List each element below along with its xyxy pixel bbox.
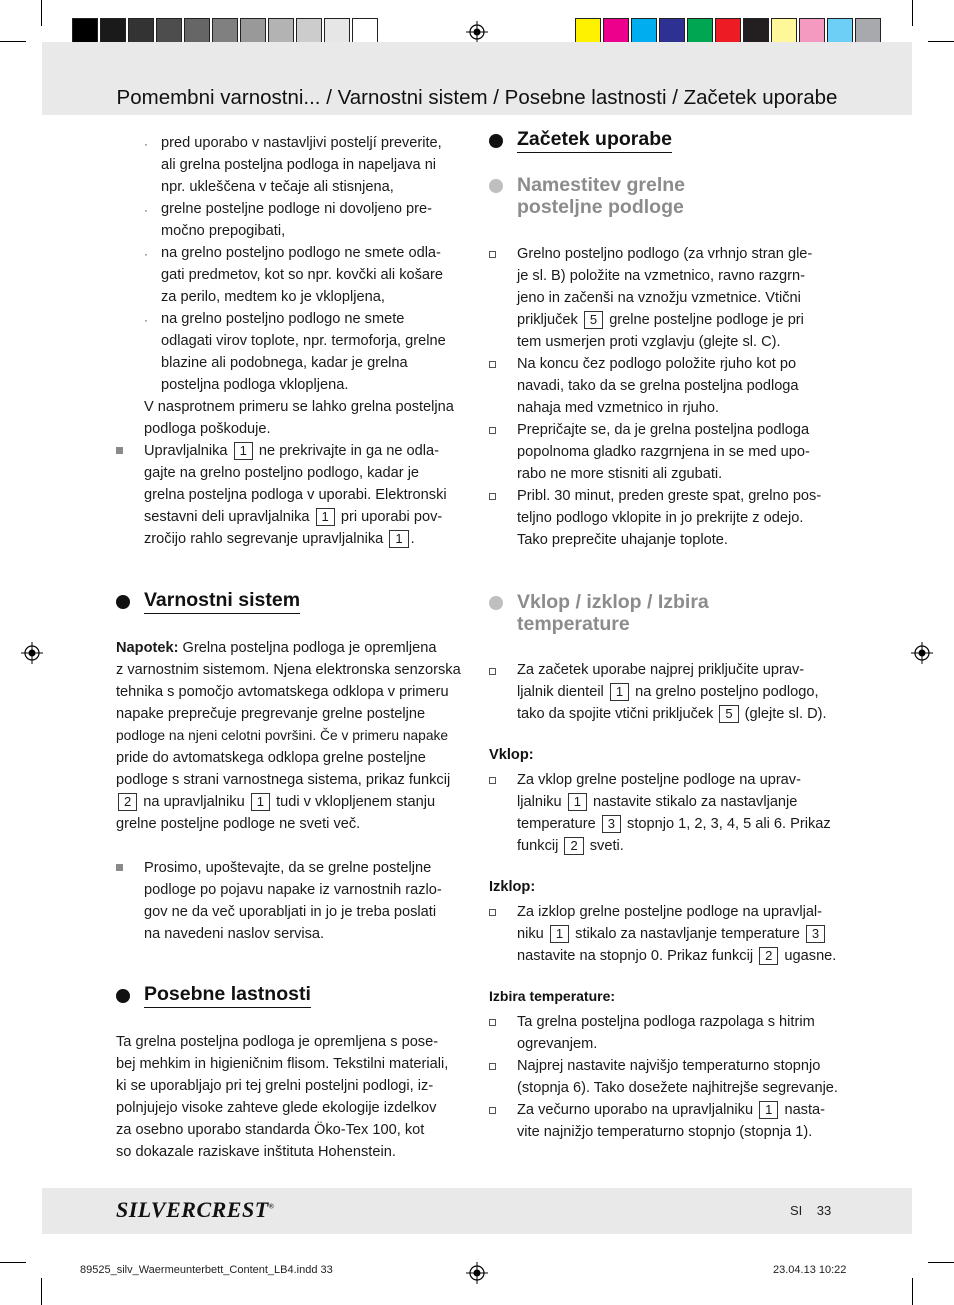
checkbox-bullet xyxy=(489,427,496,434)
ref-number: 3 xyxy=(602,815,621,833)
checkbox-bullet xyxy=(489,909,496,916)
heading-bullet xyxy=(489,179,503,193)
list-bullet: · xyxy=(144,247,148,261)
slug-date: 23.04.13 10:22 xyxy=(773,1264,847,1276)
paragraph-line: so dokazale raziskave inštituta Hohenstein. xyxy=(116,1144,396,1160)
list-item-line: gati predmetov, kot so npr. kovčki ali košare xyxy=(161,267,444,283)
registration-mark-icon xyxy=(911,642,933,664)
checkbox-bullet xyxy=(489,1107,496,1114)
paragraph-line: za osebno uporabo standarda Öko-Tex 100, kot xyxy=(116,1122,425,1138)
brand-logo: SILVERCREST® xyxy=(116,1197,275,1222)
paragraph-line: niku 1 stikalo za nastavljanje temperature 3 xyxy=(517,923,827,945)
paragraph-line: (stopnja 6). Tako dosežete najhitrejše segrevanje. xyxy=(517,1080,838,1096)
paragraph-line: grelne posteljne podloge ne sveti več. xyxy=(116,816,361,832)
paragraph-line: Tako preprečite uhajanje toplote. xyxy=(517,532,728,548)
paragraph-line: Grelno posteljno podlogo (za vrhnjo stran gle- xyxy=(517,246,813,262)
paragraph-line: napake preprečuje pregrevanje grelne posteljne xyxy=(116,706,426,722)
paragraph-line: temperature 3 stopnjo 1, 2, 3, 4, 5 ali 6. Prikaz xyxy=(517,816,831,832)
heading-bullet xyxy=(489,596,503,610)
list-item-line: posteljna podloga vklopljena. xyxy=(161,377,349,393)
list-item-line: na grelno posteljno podlogo ne smete odla- xyxy=(161,245,441,261)
paragraph-line: vite najnižjo temperaturno stopnjo (stopnja 1). xyxy=(517,1124,813,1140)
ref-number: 1 xyxy=(610,683,629,701)
checkbox-bullet xyxy=(489,777,496,784)
paragraph-line: podloge s strani varnostnega sistema, prikaz funkcij xyxy=(116,772,451,788)
list-item-line: močno prepogibati, xyxy=(161,223,286,239)
page-number: SI 33 xyxy=(790,1203,832,1218)
paragraph-line: Pribl. 30 minut, preden greste spat, grelno pos- xyxy=(517,488,822,504)
paragraph-line: navadi, tako da se grelna posteljna podloga xyxy=(517,378,799,394)
checkbox-bullet xyxy=(489,1019,496,1026)
ref-number: 2 xyxy=(118,793,137,811)
paragraph-line: pride do avtomatskega odklopa grelne posteljne xyxy=(116,750,426,766)
list-item-line: blazine ali podobnega, kadar je grelna xyxy=(161,355,408,371)
paragraph-line: V nasprotnem primeru se lahko grelna posteljna xyxy=(144,399,454,415)
paragraph-line: Upravljalnika 1 ne prekrivajte in ga ne odla- xyxy=(144,443,440,459)
paragraph-line: bej mehkim in higieničnim flisom. Tekstilni materiali, xyxy=(116,1056,449,1072)
paragraph-line: Napotek: Grelna posteljna podloga je opremljena xyxy=(116,640,437,656)
ref-number: 1 xyxy=(389,530,408,548)
slug-file: 89525_silv_Waermeunterbett_Content_LB4.indd 33 xyxy=(80,1264,333,1276)
subheading-install: Namestitev grelne posteljne podloge xyxy=(517,174,685,218)
list-item-line: pred uporabo v nastavljivi posteljí preverite, xyxy=(161,135,442,151)
ref-number: 5 xyxy=(584,311,603,329)
paragraph-line: tako da spojite vtični priključek 5 (glejte sl. D). xyxy=(517,706,827,722)
section-heading-start: Začetek uporabe xyxy=(517,128,672,153)
label-off: Izklop: xyxy=(489,879,536,895)
paragraph-line: z varnostnim sistemom. Njena elektronska senzorska xyxy=(116,662,461,678)
paragraph-line: ogrevanjem. xyxy=(517,1036,598,1052)
paragraph-line: Najprej nastavite najvišjo temperaturno stopnjo xyxy=(517,1058,821,1074)
paragraph-line: Za večurno uporabo na upravljalniku 1 nasta- xyxy=(517,1102,826,1118)
paragraph-line: nastavite na stopnjo 0. Prikaz funkcij 2 ugasne. xyxy=(517,948,837,964)
paragraph-line: Za izklop grelne posteljne podloge na upravljal- xyxy=(517,904,823,920)
paragraph-line: podloge po pojavu napake iz varnostnih razlo- xyxy=(144,882,442,898)
checkbox-bullet xyxy=(489,493,496,500)
paragraph-line: grelna posteljna podloga v uporabi. Elektronski xyxy=(144,487,447,503)
list-item-line: grelne posteljne podloge ni dovoljeno pre- xyxy=(161,201,432,217)
heading-bullet xyxy=(116,989,130,1003)
paragraph-line: ki se uporabljajo pri tej grelni posteljni podlogi, iz- xyxy=(116,1078,434,1094)
paragraph-line: Ta grelna posteljna podloga je opremljena s pose- xyxy=(116,1034,439,1050)
paragraph-line: popolnoma gladko razgrnjena in se med upo- xyxy=(517,444,810,460)
paragraph-line: jeno in začenši na vznožju vzmetnice. Vtični xyxy=(517,290,801,306)
checkbox-bullet xyxy=(489,668,496,675)
list-bullet: · xyxy=(144,313,148,327)
paragraph-line: Prepričajte se, da je grelna posteljna podloga xyxy=(517,422,810,438)
list-bullet: · xyxy=(144,203,148,217)
paragraph-line: polnjujejo visoke zahteve glede ekologije izdelkov xyxy=(116,1100,437,1116)
ref-number: 3 xyxy=(806,925,825,943)
paragraph-line: zročijo rahlo segrevanje upravljalnika 1 . xyxy=(144,531,415,547)
paragraph-line: na navedeni naslov servisa. xyxy=(144,926,325,942)
paragraph-line: podloge na njeni celotni površini. Če v primeru napake xyxy=(116,728,449,743)
registration-mark-icon xyxy=(466,1262,488,1284)
paragraph-line: tehnika s pomočjo avtomatskega odklopa v primeru xyxy=(116,684,449,700)
list-item-line: npr. ukleščena v tečaje ali stisnjena, xyxy=(161,179,394,195)
paragraph-line: Za vklop grelne posteljne podloge na uprav- xyxy=(517,772,801,788)
paragraph-line: Prosimo, upoštevajte, da se grelne posteljne xyxy=(144,860,432,876)
paragraph-line: rabo ne more stisniti ali zgubati. xyxy=(517,466,723,482)
paragraph-line: gov ne da več uporabljati in jo je treba poslati xyxy=(144,904,437,920)
paragraph-line: podloga poškoduje. xyxy=(144,421,271,437)
subheading-switch: Vklop / izklop / Izbira temperature xyxy=(517,591,709,635)
registration-mark-icon xyxy=(21,642,43,664)
paragraph-line: Ta grelna posteljna podloga razpolaga s hitrim xyxy=(517,1014,815,1030)
checkbox-bullet xyxy=(489,361,496,368)
list-bullet: · xyxy=(144,137,148,151)
list-item-line: na grelno posteljno podlogo ne smete xyxy=(161,311,405,327)
ref-number: 1 xyxy=(759,1101,778,1119)
checkbox-bullet xyxy=(489,1063,496,1070)
list-item-line: ali grelna posteljna podloga in napeljava ni xyxy=(161,157,437,173)
square-bullet xyxy=(116,864,123,871)
registration-mark-icon xyxy=(466,21,488,43)
label-temp: Izbira temperature: xyxy=(489,988,616,1004)
section-heading-features: Posebne lastnosti xyxy=(144,983,311,1008)
paragraph-line: priključek 5 grelne posteljne podloge je pri xyxy=(517,312,804,328)
paragraph-line: nahaja med vzmetnico in rjuho. xyxy=(517,400,719,416)
checkbox-bullet xyxy=(489,251,496,258)
ref-number: 1 xyxy=(568,793,587,811)
section-heading-safety: Varnostni sistem xyxy=(144,589,300,614)
heading-bullet xyxy=(489,134,503,148)
ref-number: 1 xyxy=(550,925,569,943)
paragraph-line: sestavni deli upravljalnika 1 pri uporabi pov- xyxy=(144,509,443,525)
ref-number: 2 xyxy=(759,947,778,965)
ref-number: 1 xyxy=(316,508,335,526)
ref-number: 1 xyxy=(234,442,253,460)
heading-bullet xyxy=(116,595,130,609)
paragraph-line: 2 na upravljalniku 1 tudi v vklopljenem stanju xyxy=(116,791,435,813)
list-item-line: odlagati virov toplote, npr. termoforja, grelne xyxy=(161,333,446,349)
paragraph-line: Za začetek uporabe najprej priključite uprav- xyxy=(517,662,805,678)
paragraph-line: funkcij 2 sveti. xyxy=(517,838,624,854)
square-bullet xyxy=(116,447,123,454)
page-title: Pomembni varnostni... / Varnostni sistem / Posebne lastnosti / Začetek uporabe xyxy=(116,86,838,109)
paragraph-line: ljalniku 1 nastavite stikalo za nastavljanje xyxy=(517,794,798,810)
paragraph-line: teljno podlogo vklopite in jo prekrijte z odejo. xyxy=(517,510,804,526)
paragraph-line: Na koncu čez podlogo položite rjuho kot po xyxy=(517,356,797,372)
ref-number: 1 xyxy=(251,793,270,811)
paragraph-line: ljalnik dienteil 1 na grelno posteljno podlogo, xyxy=(517,684,819,700)
label-on: Vklop: xyxy=(489,747,534,763)
list-item-line: za perilo, medtem ko je vklopljena, xyxy=(161,289,385,305)
ref-number: 5 xyxy=(719,705,738,723)
paragraph-line: gajte na grelno posteljno podlogo, kadar je xyxy=(144,465,420,481)
paragraph-line: je sl. B) položite na vzmetnico, ravno razgrn- xyxy=(517,268,805,284)
paragraph-line: tem usmerjen proti vzglavju (glejte sl. C). xyxy=(517,334,781,350)
ref-number: 2 xyxy=(564,837,583,855)
